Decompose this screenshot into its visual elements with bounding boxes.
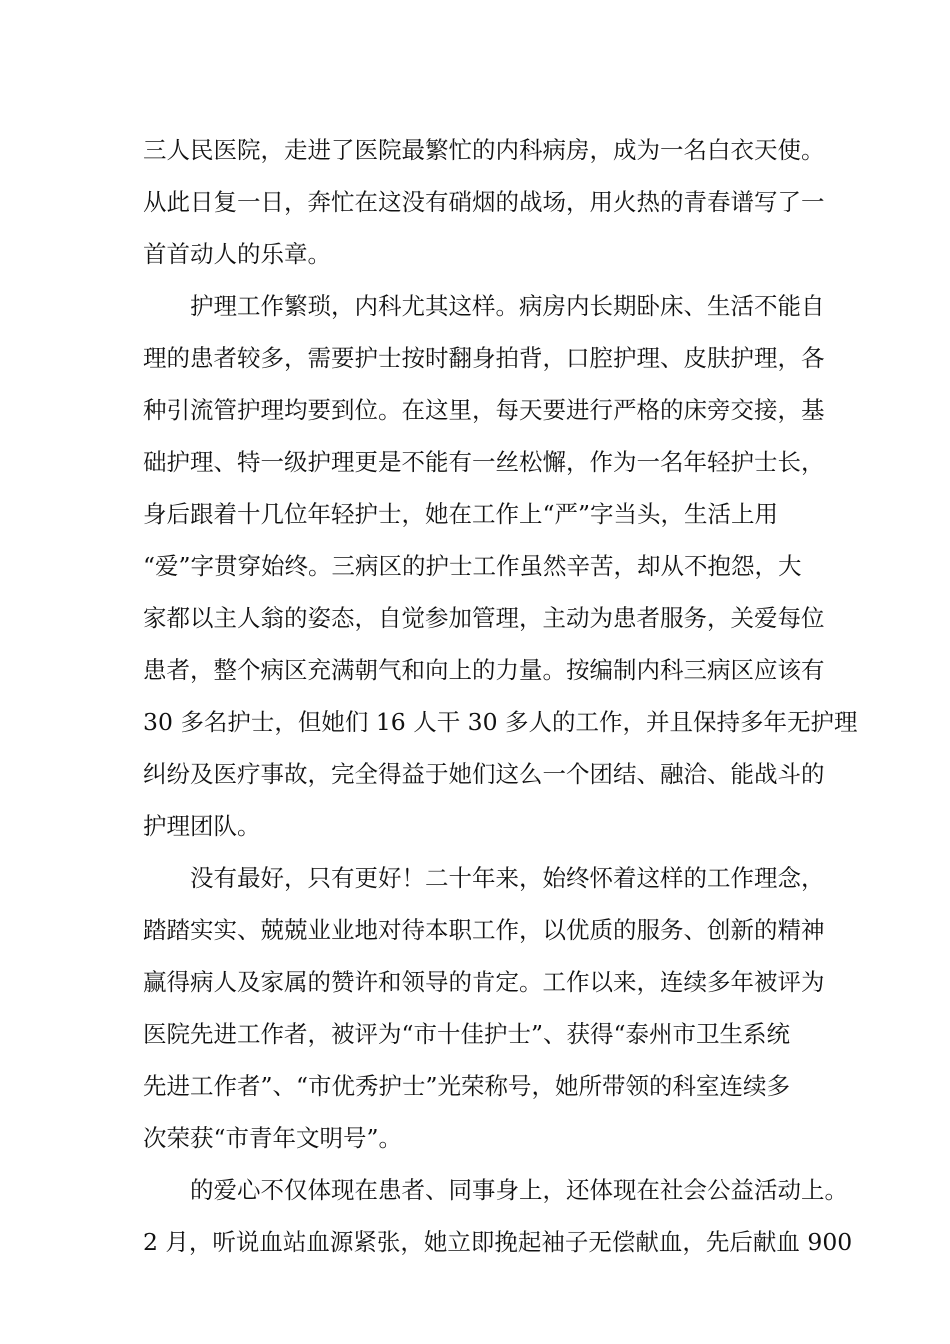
text-line: 次荣获“市青年文明号”。	[143, 1124, 403, 1152]
text-line: 医院先进工作者，被评为“市十佳护士”、获得“泰州市卫生系统	[143, 1020, 791, 1048]
text-line: 赢得病人及家属的赞许和领导的肯定。工作以来，连续多年被评为	[143, 968, 825, 996]
text-line: 身后跟着十几位年轻护士，她在工作上“严”字当头，生活上用	[143, 500, 779, 528]
text-line: 踏踏实实、兢兢业业地对待本职工作，以优质的服务、创新的精神	[143, 916, 825, 944]
text-line: 种引流管护理均要到位。在这里，每天要进行严格的床旁交接，基	[143, 396, 825, 424]
paragraph-first-line: 的爱心不仅体现在患者、同事身上，还体现在社会公益活动上。	[190, 1176, 848, 1204]
text-line: “爱”字贯穿始终。三病区的护士工作虽然辛苦，却从不抱怨，大	[143, 552, 802, 580]
text-line: 首首动人的乐章。	[143, 240, 331, 268]
text-line: 纠纷及医疗事故，完全得益于她们这么一个团结、融洽、能战斗的	[143, 760, 825, 788]
text-line: 护理团队。	[143, 812, 261, 840]
text-line: 患者，整个病区充满朝气和向上的力量。按编制内科三病区应该有	[143, 656, 825, 684]
text-line: 理的患者较多，需要护士按时翻身拍背，口腔护理、皮肤护理，各	[143, 344, 825, 372]
text-line: 2 月，听说血站血源紧张，她立即挽起袖子无偿献血，先后献血 900	[143, 1228, 853, 1256]
text-line: 础护理、特一级护理更是不能有一丝松懈，作为一名年轻护士长，	[143, 448, 825, 476]
text-line: 先进工作者”、“市优秀护士”光荣称号，她所带领的科室连续多	[143, 1072, 791, 1100]
text-line: 三人民医院，走进了医院最繁忙的内科病房，成为一名白衣天使。	[143, 136, 825, 164]
paragraph-first-line: 护理工作繁琐，内科尤其这样。病房内长期卧床、生活不能自	[190, 292, 825, 320]
paragraph-first-line: 没有最好，只有更好！二十年来，始终怀着这样的工作理念，	[190, 864, 825, 892]
text-line: 从此日复一日，奔忙在这没有硝烟的战场，用火热的青春谱写了一	[143, 188, 825, 216]
text-line: 家都以主人翁的姿态，自觉参加管理，主动为患者服务，关爱每位	[143, 604, 825, 632]
text-line: 30 多名护士，但她们 16 人干 30 多人的工作，并且保持多年无护理	[143, 708, 858, 736]
